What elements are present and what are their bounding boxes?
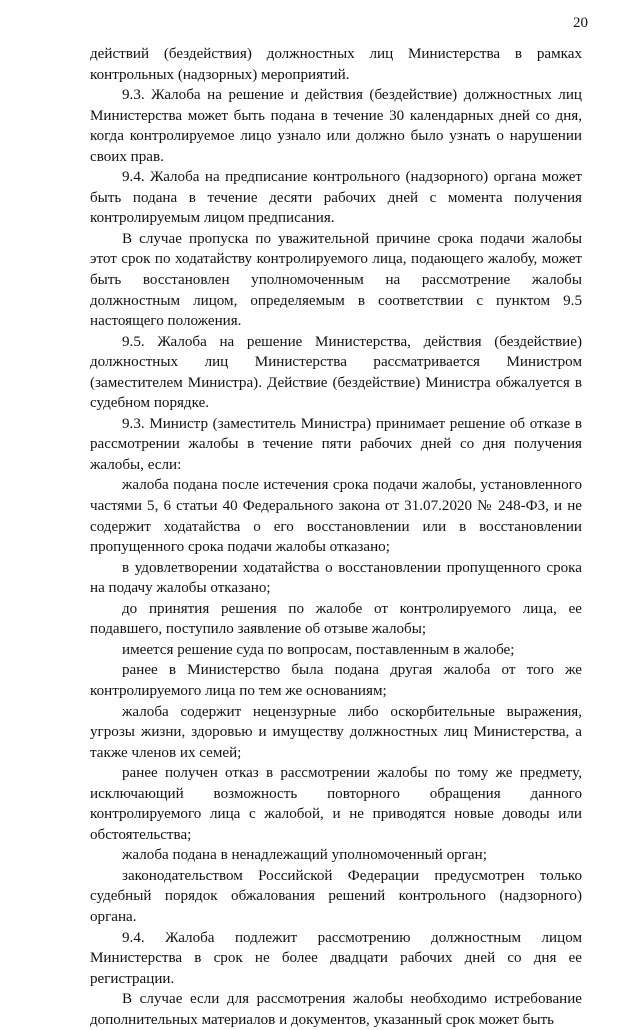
paragraph: действий (бездействия) должностных лиц Министерства в рамках контрольных (надзорных) мероприятий. [90, 46, 582, 83]
paragraph: 9.5. Жалоба на решение Министерства, действия (бездействие) должностных лиц Министерства рассматривается Министром (заместителем Министра). Действие (бездействие) Министра обжалуется в судебном порядке. [90, 333, 582, 412]
list-item: ранее получен отказ в рассмотрении жалобы по тому же предмету, исключающий возможность повторного обращения данного контролируемого лица с жалобой, и не приводятся новые доводы или обстоятельства; [90, 765, 582, 843]
paragraph: В случае если для рассмотрения жалобы необходимо истребование дополнительных материалов и документов, указанный срок может быть [90, 991, 582, 1028]
list-item: ранее в Министерство была подана другая жалоба от того же контролируемого лица по тем же основаниям; [90, 662, 582, 699]
list-item: законодательством Российской Федерации предусмотрен только судебный порядок обжалования решений контрольного (надзорного) органа. [90, 867, 582, 925]
list-item: до принятия решения по жалобе от контролируемого лица, ее подавшего, поступило заявление об отзыве жалобы; [90, 600, 582, 638]
list-item: имеется решение суда по вопросам, поставленным в жалобе; [122, 641, 515, 658]
page-number: 20 [573, 15, 588, 31]
list-item: жалоба подана в ненадлежащий уполномоченный орган; [122, 847, 487, 864]
paragraph: В случае пропуска по уважительной причине срока подачи жалобы этот срок по ходатайству контролируемого лица, подающего жалобу, может быть восстановлен уполномоченным на рассмотрение жалобы должностным лицом, определяемым в соответствии с пунктом 9.5 настоящего положения. [90, 230, 582, 330]
paragraph: 9.4. Жалоба на предписание контрольного (надзорного) органа может быть подана в течение десяти рабочих дней с момента получения контролируемым лицом предписания. [90, 169, 582, 227]
list-item: в удовлетворении ходатайства о восстановлении пропущенного срока на подачу жалобы отказано; [90, 559, 582, 597]
list-item: жалоба подана после истечения срока подачи жалобы, установленного частями 5, 6 статьи 40 Федерального закона от 31.07.2020 № 248-ФЗ, и не содержит ходатайства о его восстановлении или в восстановлении пропущенного срока подачи жалобы отказано; [90, 477, 582, 556]
list-item: жалоба содержит нецензурные либо оскорбительные выражения, угрозы жизни, здоровью и имуществу должностных лиц Министерства, а также членов их семей; [90, 703, 582, 761]
document-body [90, 44, 582, 1030]
paragraph: 9.4. Жалоба подлежит рассмотрению должностным лицом Министерства в срок не более двадцати рабочих дней со дня ее регистрации. [90, 929, 582, 987]
paragraph: 9.3. Жалоба на решение и действия (бездействие) должностных лиц Министерства может быть подана в течение 30 календарных дней со дня, когда контролируемое лицо узнало или должно было узнать о нарушении своих прав. [90, 87, 582, 165]
paragraph: 9.3. Министр (заместитель Министра) принимает решение об отказе в рассмотрении жалобы в течение пяти рабочих дней со дня получения жалобы, если: [90, 415, 582, 473]
